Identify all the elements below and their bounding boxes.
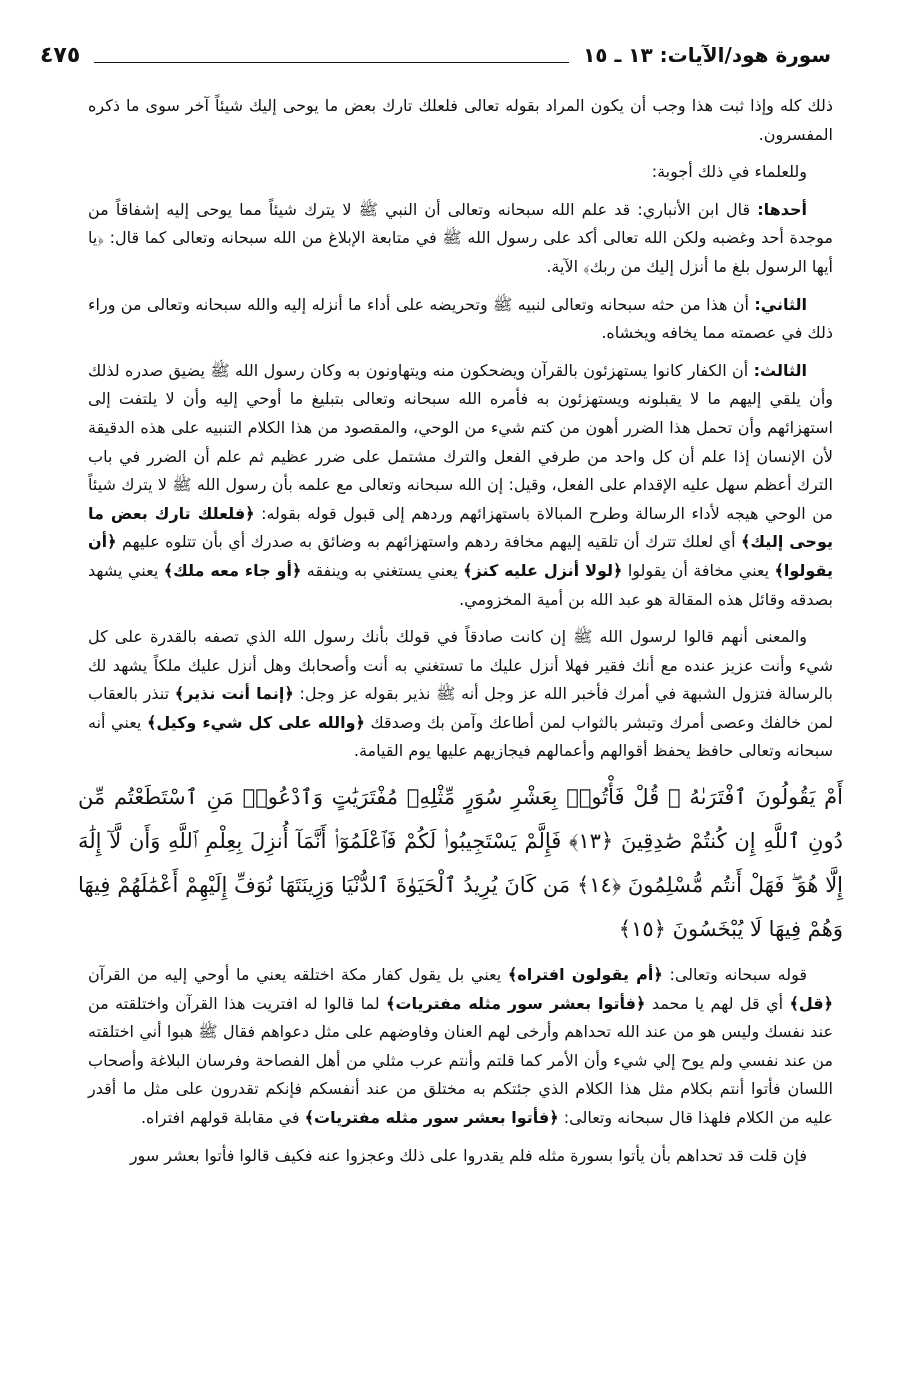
- meaning-paragraph: [88, 623, 833, 766]
- question-paragraph: [88, 1142, 833, 1171]
- quote: ﴿لولا أنزل عليه كنز﴾: [463, 560, 623, 580]
- page-header: [40, 38, 831, 72]
- quote: ﴿فلعلك تارك بعض ما يوحى إليك﴾: [88, 503, 833, 552]
- paragraph-1-text: ذلك كله وإذا ثبت هذا وجب أن يكون المراد بقوله تعالى فلعلك تارك بعض ما يوحى إليك شيئاً آخر سوى ما ذكره المفسرون.: [88, 96, 833, 144]
- quote: ﴿قل﴾: [789, 993, 833, 1013]
- answer-3-label: الثالث:: [753, 360, 807, 380]
- answer-3-text-e: يعني يشهد بصدقه وقائل هذه المقالة هو عبد الله بن أمية المخزومي.: [88, 560, 833, 609]
- answer-1-text: قال ابن الأنباري: قد علم الله سبحانه وتعالى أن النبي ﷺ لا يترك شيئاً مما يوحى إليه إشفاقاً من موجدة أحد وغضبه ولكن الله تعالى أكد على رسول الله ﷺ في متابعة الإبلاغ من الله سبحانه وتعالى كما قال: ﴿يا أيها الرسول بلغ ما أنزل إليك من ربك﴾ الآية.: [88, 199, 833, 276]
- quote: ﴿أم يقولون افتراه﴾: [507, 965, 663, 985]
- quran-verses: أَمْ يَقُولُونَ ٱفْتَرَىٰهُ ۖ قُلْ فَأْتُوا۟ بِعَشْرِ سُوَرٍ مِّثْلِهِۦ مُفْتَرَيَٰتٍ وَٱدْعُوا۟ مَنِ ٱسْتَطَعْتُم مِّن دُونِ ٱللَّهِ إِن كُنتُمْ صَٰدِقِينَ ﴿١٣﴾ فَإِلَّمْ يَسْتَجِيبُوا۟ لَكُمْ فَٱعْلَمُوٓا۟ أَنَّمَآ أُنزِلَ بِعِلْمِ ٱللَّهِ وَأَن لَّآ إِلَٰهَ إِلَّا هُوَ ۖ فَهَلْ أَنتُم مُّسْلِمُونَ ﴿١٤﴾ مَن كَانَ يُرِيدُ ٱلْحَيَوٰةَ ٱلدُّنْيَا وَزِينَتَهَا نُوَفِّ إِلَيْهِمْ أَعْمَٰلَهُمْ فِيهَا وَهُمْ فِيهَا لَا يُبْخَسُونَ ﴿١٥﴾: [78, 785, 844, 942]
- paragraph-1: [88, 92, 833, 149]
- commentary-text-b: يعني بل يقول كفار مكة اختلقه يعني ما أوحي إليه من القرآن: [88, 965, 502, 985]
- quote: ﴿والله على كل شيء وكيل﴾: [146, 712, 365, 732]
- meaning-text-c: يعني أنه سبحانه وتعالى حافظ يحفظ أقوالهم وأعمالهم فيجازيهم عليها يوم القيامة.: [88, 712, 833, 761]
- question-text: فإن قلت قد تحداهم بأن يأتوا بسورة مثله فلم يقدروا على ذلك وعجزوا عنه فكيف قالوا فأتوا بعشر سور: [129, 1145, 807, 1165]
- answer-3-text-d: يعني يستغني به وينفقه: [306, 560, 458, 580]
- quote: ﴿فأتوا بعشر سور مثله مفتريات﴾: [386, 993, 646, 1013]
- quote: ﴿أو جاء معه ملك﴾: [163, 560, 302, 580]
- commentary-text-a: قوله سبحانه وتعالى:: [669, 965, 807, 985]
- header-rule: [94, 48, 569, 63]
- meaning-text-b: تنذر بالعقاب لمن خالفك وعصى أمرك وتبشر بالثواب لمن أطاعك وآمن بك وصدقك: [88, 684, 834, 732]
- paragraph-2-text: وللعلماء في ذلك أجوبة:: [651, 162, 807, 182]
- commentary-text-c: أي قل لهم يا محمد: [651, 993, 784, 1013]
- quote: ﴿إنما أنت نذير﴾: [174, 684, 294, 704]
- commentary-paragraph: [88, 961, 833, 1133]
- answer-3-text-c: يعني مخافة أن يقولوا: [627, 560, 770, 580]
- answer-2-text: أن هذا من حثه سبحانه وتعالى لنبيه ﷺ وتحريضه على أداء ما أنزله إليه والله سبحانه وتعالى من وراء ذلك في عصمته مما يخافه ويخشاه.: [88, 294, 833, 343]
- answer-2-label: الثاني:: [754, 294, 807, 314]
- answer-1-label: أحدها:: [757, 199, 808, 219]
- answer-3-text-b: أي لعلك تترك أن تلقيه إليهم مخافة ردهم واستهزائهم به وضائق به صدرك أي بأن تتلوه عليهم: [121, 532, 736, 552]
- answer-3-text-a: أن الكفار كانوا يستهزئون بالقرآن ويضحكون منه ويتهاونون به وكان رسول الله ﷺ يضيق صدره لذلك وأن يلقي إليهم ما لا يقبلونه ويستهزئون به فأمره الله سبحانه وتعالى بتبليغ ما أوحي إليه وأن لا يلتفت إلى استهزائهم وأن تحمل هذا الضرر أهون من كتم شيء من الوحي، والمقصود من هذا الكلام التنبيه على هذه الدقيقة لأن الإنسان إذا علم أن كل واحد من طرفي الفعل والترك مشتمل على ضرر عظيم ثم علم أن الضرر في باب الترك أعظم سهل عليه الإقدام على الفعل، وقيل: إن الله سبحانه وتعالى مع علمه بأن رسول الله ﷺ لا يترك شيئاً من الوحي هيجه لأداء الرسالة وطرح المبالاة باستهزائهم وردهم إلى قبول قوله بقوله:: [88, 360, 833, 523]
- quote: ﴿فأتوا بعشر سور مثله مفتريات﴾: [304, 1108, 559, 1128]
- meaning-text-a: والمعنى أنهم قالوا لرسول الله ﷺ إن كانت صادقاً في قولك بأنك رسول الله الذي تصفه بالقدرة على كل شيء وأنت عزيز عنده مع أنك فقير فهلا أنزل عليك ما تستغني به أنت وأصحابك وهل أنزل عليك ملكاً يشهد لك بالرسالة فتزول الشبهة في أمرك فأخبر الله عز وجل أنه ﷺ نذير بقوله عز وجل:: [88, 627, 834, 704]
- answer-1: [88, 196, 833, 282]
- answer-3: [88, 357, 833, 614]
- answer-2: [88, 291, 833, 348]
- commentary-text-e: في مقابلة قولهم افتراه.: [140, 1108, 300, 1128]
- commentary-text-d: لما قالوا له افتريت هذا القرآن واختلقته من عند نفسك وليس هو من عند الله تحداهم وأرخى لهم العنان وفاوضهم على مثل دعواهم فقال ﷺ هبوا أني اختلقته من عند نفسي ولم يوح إلي شيء وأن الأمر كما قلتم وأنتم عرب مثلي من أهل الفصاحة وفرسان البلاغة وأصحاب اللسان فأتوا أنتم بكلام مثل هذا الكلام الذي جئتكم به مختلق من عند أنفسكم فإنكم تقدرون على مثل ما أقدر عليه من الكلام فلهذا قال سبحانه وتعالى:: [88, 993, 833, 1128]
- page-body: [78, 92, 844, 1179]
- quote: ﴿أن يقولوا﴾: [88, 532, 833, 580]
- paragraph-2: [88, 158, 833, 187]
- running-title: سورة هود/الآيات: ١٣ ـ ١٥: [583, 43, 831, 67]
- page-number: ٤٧٥: [40, 42, 81, 68]
